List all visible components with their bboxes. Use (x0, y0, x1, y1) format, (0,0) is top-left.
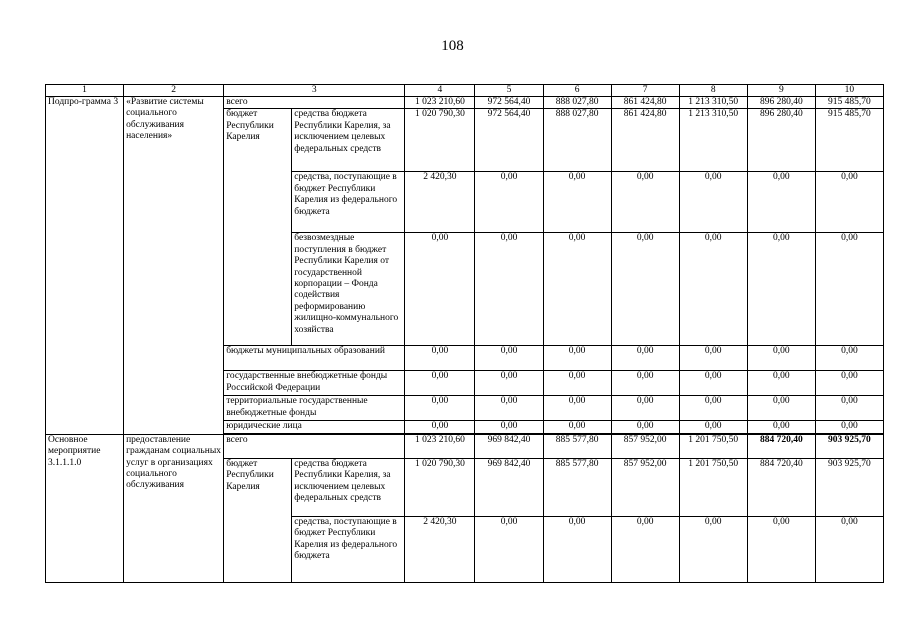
value-cell: 0,00 (611, 346, 679, 371)
source-label-cell: средства, поступающие в бюджет Республики Карелия из федерального бюджета (292, 172, 405, 233)
header-cell: 3 (224, 85, 405, 97)
value-cell: 888 027,80 (543, 109, 611, 172)
value-cell: 0,00 (679, 371, 747, 396)
page-number: 108 (441, 38, 464, 54)
value-cell: 969 842,40 (475, 434, 543, 458)
header-cell: 6 (543, 85, 611, 97)
value-cell: 0,00 (815, 172, 883, 233)
value-cell: 1 213 310,50 (679, 97, 747, 109)
value-cell: 884 720,40 (747, 458, 815, 516)
value-cell: 903 925,70 (815, 434, 883, 458)
value-cell: 1 023 210,60 (405, 97, 475, 109)
value-cell: 1 201 750,50 (679, 434, 747, 458)
value-cell: 0,00 (405, 371, 475, 396)
table-row (46, 97, 884, 109)
value-cell: 0,00 (405, 421, 475, 433)
value-cell: 857 952,00 (611, 434, 679, 458)
program-name-cell: «Развитие системы социального обслуживания населения» (124, 97, 224, 435)
value-cell: 0,00 (815, 346, 883, 371)
value-cell: 972 564,40 (475, 97, 543, 109)
value-cell: 0,00 (747, 233, 815, 346)
value-cell: 0,00 (815, 396, 883, 421)
value-cell: 884 720,40 (747, 434, 815, 458)
value-cell: 896 280,40 (747, 109, 815, 172)
value-cell: 969 842,40 (475, 458, 543, 516)
value-cell: 885 577,80 (543, 458, 611, 516)
value-cell: 0,00 (475, 233, 543, 346)
value-cell: 0,00 (611, 172, 679, 233)
header-row (46, 85, 884, 97)
value-cell: 0,00 (747, 371, 815, 396)
budget-source-cell: бюджет Республики Карелия (224, 458, 292, 582)
value-cell: 0,00 (543, 371, 611, 396)
value-cell: 0,00 (405, 396, 475, 421)
value-cell: 2 420,30 (405, 172, 475, 233)
budget-table (45, 84, 884, 583)
value-cell: 0,00 (543, 396, 611, 421)
source-label-cell: всего (224, 97, 405, 109)
value-cell: 0,00 (815, 516, 883, 582)
value-cell: 1 201 750,50 (679, 458, 747, 516)
source-label-cell: безвозмездные поступления в бюджет Республики Карелия от государственной корпорации – Фонда содействия реформированию жилищно-коммунального хозяйства (292, 233, 405, 346)
value-cell: 0,00 (611, 396, 679, 421)
value-cell: 915 485,70 (815, 97, 883, 109)
header-cell: 4 (405, 85, 475, 97)
value-cell: 0,00 (475, 371, 543, 396)
source-label-cell: юридические лица (224, 421, 405, 433)
table-row (46, 434, 884, 458)
value-cell: 0,00 (611, 516, 679, 582)
value-cell: 0,00 (679, 421, 747, 433)
value-cell: 0,00 (543, 516, 611, 582)
value-cell: 0,00 (475, 396, 543, 421)
source-label-cell: территориальные государственные внебюджетные фонды (224, 396, 405, 421)
source-label-cell: государственные внебюджетные фонды Российской Федерации (224, 371, 405, 396)
source-label-cell: средства бюджета Республики Карелия, за исключением целевых федеральных средств (292, 458, 405, 516)
source-label-cell: бюджеты муниципальных образований (224, 346, 405, 371)
value-cell: 972 564,40 (475, 109, 543, 172)
value-cell: 1 020 790,30 (405, 109, 475, 172)
value-cell: 1 020 790,30 (405, 458, 475, 516)
value-cell: 0,00 (543, 172, 611, 233)
source-label-cell: средства, поступающие в бюджет Республики Карелия из федерального бюджета (292, 516, 405, 582)
value-cell: 888 027,80 (543, 97, 611, 109)
value-cell: 0,00 (679, 233, 747, 346)
program-name-cell: предоставление гражданам социальных услуг в организациях социального обслуживания (124, 434, 224, 582)
value-cell: 0,00 (747, 172, 815, 233)
value-cell: 1 023 210,60 (405, 434, 475, 458)
value-cell: 0,00 (679, 172, 747, 233)
source-label-cell: всего (224, 434, 405, 458)
value-cell: 0,00 (475, 516, 543, 582)
value-cell: 0,00 (747, 396, 815, 421)
value-cell: 861 424,80 (611, 109, 679, 172)
value-cell: 0,00 (747, 516, 815, 582)
header-cell: 9 (747, 85, 815, 97)
value-cell: 0,00 (611, 233, 679, 346)
header-cell: 1 (46, 85, 124, 97)
value-cell: 0,00 (543, 421, 611, 433)
value-cell: 0,00 (611, 421, 679, 433)
value-cell: 0,00 (543, 346, 611, 371)
program-code-cell: Подпро-грамма 3 (46, 97, 124, 435)
header-cell: 2 (124, 85, 224, 97)
value-cell: 915 485,70 (815, 109, 883, 172)
value-cell: 1 213 310,50 (679, 109, 747, 172)
value-cell: 896 280,40 (747, 97, 815, 109)
header-cell: 8 (679, 85, 747, 97)
value-cell: 0,00 (475, 172, 543, 233)
value-cell: 0,00 (815, 371, 883, 396)
program-code-cell: Основное мероприятие 3.1.1.1.0 (46, 434, 124, 582)
header-cell: 7 (611, 85, 679, 97)
value-cell: 0,00 (475, 346, 543, 371)
value-cell: 0,00 (405, 346, 475, 371)
value-cell: 0,00 (815, 421, 883, 433)
value-cell: 903 925,70 (815, 458, 883, 516)
value-cell: 0,00 (679, 346, 747, 371)
value-cell: 0,00 (679, 396, 747, 421)
value-cell: 857 952,00 (611, 458, 679, 516)
value-cell: 0,00 (747, 346, 815, 371)
value-cell: 0,00 (405, 233, 475, 346)
value-cell: 0,00 (475, 421, 543, 433)
value-cell: 0,00 (815, 233, 883, 346)
header-cell: 5 (475, 85, 543, 97)
budget-source-cell: бюджет Республики Карелия (224, 109, 292, 346)
value-cell: 2 420,30 (405, 516, 475, 582)
value-cell: 0,00 (747, 421, 815, 433)
source-label-cell: средства бюджета Республики Карелия, за исключением целевых федеральных средств (292, 109, 405, 172)
header-cell: 10 (815, 85, 883, 97)
value-cell: 0,00 (679, 516, 747, 582)
value-cell: 0,00 (611, 371, 679, 396)
value-cell: 0,00 (543, 233, 611, 346)
value-cell: 861 424,80 (611, 97, 679, 109)
value-cell: 885 577,80 (543, 434, 611, 458)
